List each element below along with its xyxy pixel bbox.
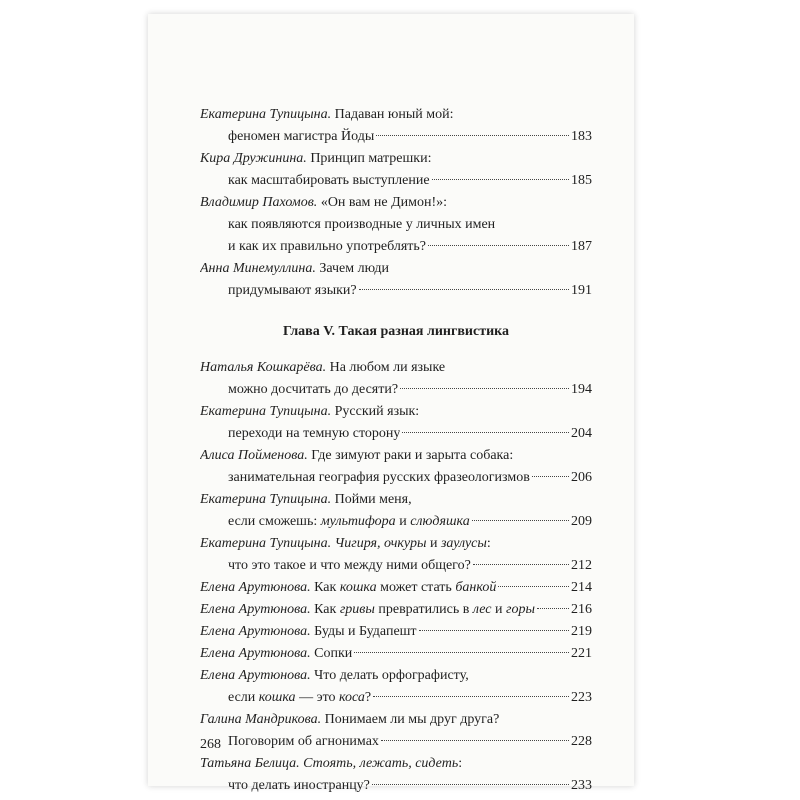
entry-title-italic: банкой	[455, 580, 497, 595]
toc-entry-line	[200, 126, 592, 148]
entry-title-italic: Чигиря, очкуры	[331, 536, 427, 551]
entry-title: превратились в	[374, 602, 473, 617]
toc-entry-line	[200, 621, 592, 643]
dot-leader	[381, 739, 569, 741]
author-name: Галина Мандрикова.	[200, 712, 322, 727]
entry-title-continuation: как масштабировать выступление	[228, 173, 430, 188]
entry-title-continuation: как появляются производные у личных имен	[228, 217, 496, 232]
entry-title-continuation: и как их правильно употреблять?	[228, 239, 426, 254]
author-name: Екатерина Тупицына.	[200, 404, 332, 419]
toc-entry-line	[200, 280, 592, 302]
toc-entry-line	[200, 775, 592, 797]
dot-leader	[376, 134, 569, 136]
page-ref: 183	[571, 129, 592, 144]
toc-entry-line	[200, 731, 592, 753]
entry-title: На любом ли языке	[326, 360, 446, 375]
page-ref: 233	[571, 778, 592, 793]
entry-title: Что делать орфографисту,	[310, 668, 469, 683]
entry-title-continuation: если сможешь:	[228, 514, 321, 529]
entry-title-italic: гривы	[339, 602, 375, 617]
dot-leader	[354, 651, 569, 653]
dot-leader	[400, 387, 569, 389]
page-ref: 187	[571, 239, 592, 254]
toc-entry-line	[200, 511, 592, 533]
entry-title: Понимаем ли мы друг друга?	[321, 712, 500, 727]
author-name: Екатерина Тупицына.	[200, 107, 332, 122]
chapter-heading: Глава V. Такая разная лингвистика	[282, 324, 509, 339]
dot-leader	[473, 563, 569, 565]
entry-title: Где зимуют раки и зарыта собака:	[307, 448, 514, 463]
toc-entry-line	[200, 148, 592, 170]
toc-entry-line	[200, 599, 592, 621]
dot-leader	[402, 431, 569, 433]
page-ref: 228	[571, 734, 592, 749]
toc-entry-line	[200, 401, 592, 423]
author-name: Елена Арутюнова.	[200, 668, 311, 683]
entry-title-italic: лес	[472, 602, 492, 617]
toc-entry-line	[200, 643, 592, 665]
toc-entry-line	[200, 753, 592, 775]
entry-title: Падаван юный мой:	[331, 107, 454, 122]
toc-entry-line	[200, 423, 592, 445]
page-ref: 216	[571, 602, 592, 617]
entry-title-continuation: если	[228, 690, 259, 705]
entry-title-continuation: и	[395, 514, 411, 529]
page-ref: 206	[571, 470, 592, 485]
author-name: Анна Минемуллина.	[200, 261, 316, 276]
toc-entry-line	[200, 555, 592, 577]
author-name: Елена Арутюнова.	[200, 580, 311, 595]
page-number: 268	[200, 737, 221, 752]
page-ref: 219	[571, 624, 592, 639]
dot-leader	[432, 178, 569, 180]
entry-title-italic: Стоять, лежать, сидеть	[299, 756, 459, 771]
page-ref: 221	[571, 646, 592, 661]
author-name: Наталья Кошкарёва.	[200, 360, 327, 375]
page-ref: 212	[571, 558, 592, 573]
entry-title-italic: заулусы	[440, 536, 487, 551]
entry-title-italic: кошка	[258, 690, 296, 705]
toc-entry-line	[200, 577, 592, 599]
dot-leader	[372, 783, 569, 785]
toc-entry-line	[200, 489, 592, 511]
entry-title-continuation: — это	[295, 690, 340, 705]
toc-entry-line	[200, 445, 592, 467]
author-name: Кира Дружинина.	[200, 151, 307, 166]
author-name: Владимир Пахомов.	[200, 195, 318, 210]
entry-title-continuation: можно досчитать до десяти?	[228, 382, 399, 397]
entry-title: и	[491, 602, 507, 617]
author-name: Елена Арутюнова.	[200, 624, 311, 639]
toc-entry-line	[200, 236, 592, 258]
entry-title-continuation: занимательная география русских фразеологизмов	[228, 470, 530, 485]
entry-title: :	[486, 536, 491, 551]
toc-entry-line	[200, 687, 592, 709]
toc-entry-line	[200, 104, 592, 126]
entry-title: Принцип матрешки:	[306, 151, 432, 166]
author-name: Екатерина Тупицына.	[200, 536, 332, 551]
table-of-contents	[200, 104, 592, 797]
author-name: Елена Арутюнова.	[200, 646, 311, 661]
entry-title-italic: кошка	[339, 580, 377, 595]
entry-title: Как	[310, 580, 340, 595]
author-name: Алиса Пойменова.	[200, 448, 308, 463]
toc-entry-line	[200, 379, 592, 401]
entry-title-italic: мультифора	[320, 514, 396, 529]
entry-title: Русский язык:	[331, 404, 420, 419]
entry-title: и	[426, 536, 441, 551]
entry-title: Сопки	[310, 646, 353, 661]
toc-entry-line	[200, 533, 592, 555]
entry-title: Как	[310, 602, 340, 617]
page-ref: 223	[571, 690, 592, 705]
page-ref: 214	[571, 580, 592, 595]
toc-entry-line	[200, 665, 592, 687]
entry-title-italic: коса	[339, 690, 365, 705]
dot-leader	[373, 695, 569, 697]
page-ref: 204	[571, 426, 592, 441]
author-name: Елена Арутюнова.	[200, 602, 311, 617]
dot-leader	[537, 607, 569, 609]
author-name: Екатерина Тупицына.	[200, 492, 332, 507]
dot-leader	[472, 519, 569, 521]
dot-leader	[498, 585, 569, 587]
dot-leader	[532, 475, 569, 477]
page-ref: 209	[571, 514, 592, 529]
page-ref: 191	[571, 283, 592, 298]
entry-title: :	[458, 756, 463, 771]
entry-title-italic: слюдяшка	[410, 514, 470, 529]
author-name: Татьяна Белица.	[200, 756, 300, 771]
toc-entry-line	[200, 709, 592, 731]
dot-leader	[359, 288, 569, 290]
page-ref: 185	[571, 173, 592, 188]
entry-title-continuation: переходи на темную сторону	[228, 426, 401, 441]
toc-entry-line	[200, 170, 592, 192]
entry-title-continuation: придумывают языки?	[228, 283, 357, 298]
entry-title: «Он вам не Димон!»:	[317, 195, 448, 210]
entry-title-italic: горы	[506, 602, 535, 617]
toc-entry-line	[200, 214, 592, 236]
toc-entry-line	[200, 357, 592, 379]
entry-title: Буды и Будапешт	[310, 624, 417, 639]
entry-title-continuation: что это такое и что между ними общего?	[228, 558, 471, 573]
entry-title: Зачем люди	[315, 261, 389, 276]
book-page	[148, 14, 634, 793]
toc-entry-line	[200, 467, 592, 489]
page-ref: 194	[571, 382, 592, 397]
toc-entry-line	[200, 192, 592, 214]
dot-leader	[428, 244, 569, 246]
toc-entry-line	[200, 258, 592, 280]
entry-title-continuation: ?	[364, 690, 372, 705]
entry-title: Пойми меня,	[331, 492, 412, 507]
entry-title: может стать	[376, 580, 456, 595]
dot-leader	[419, 629, 569, 631]
entry-title-continuation: что делать иностранцу?	[228, 778, 370, 793]
entry-title-continuation: Поговорим об агнонимах	[228, 734, 379, 749]
entry-title-continuation: феномен магистра Йоды	[228, 129, 375, 144]
